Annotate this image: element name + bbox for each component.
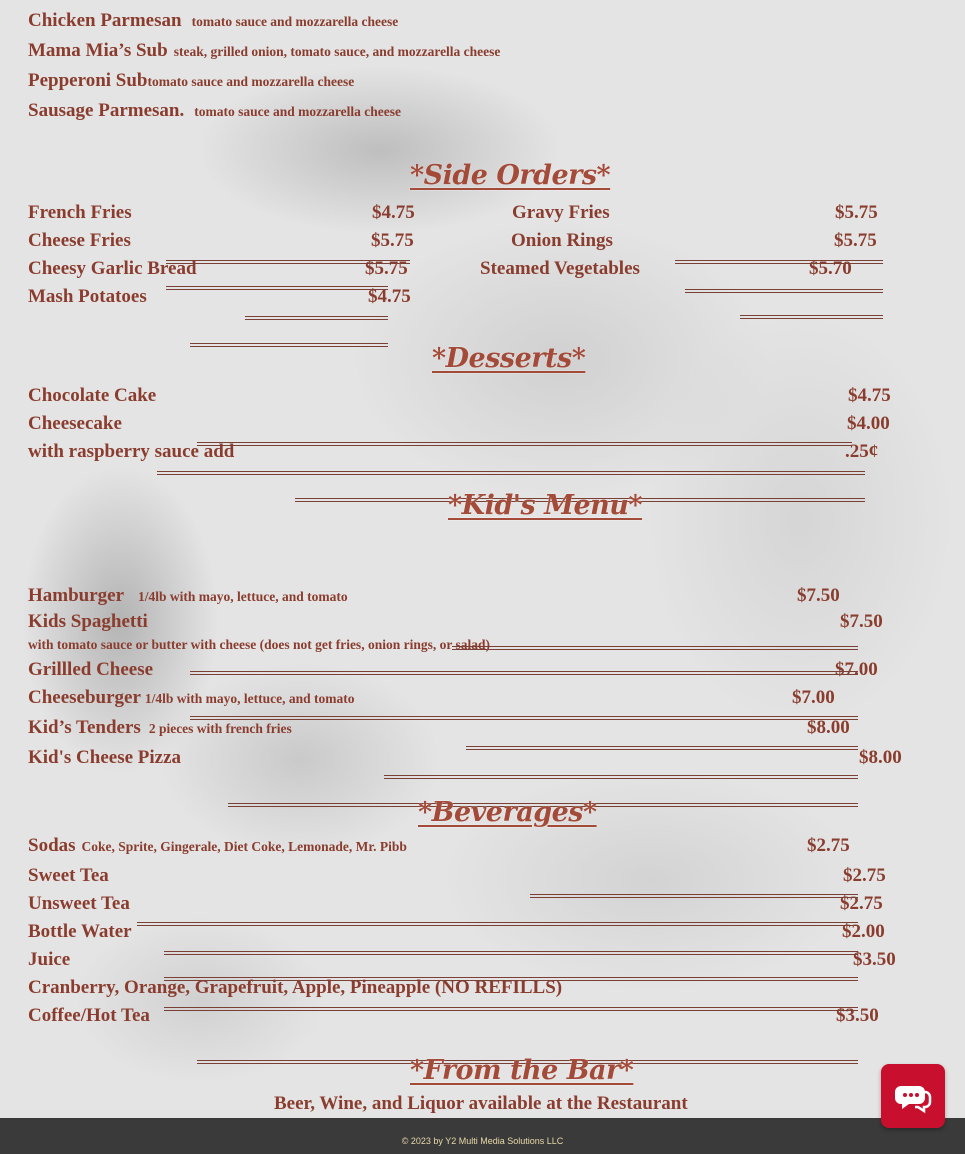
item-price: $5.70 [809,258,852,279]
item-name: Kid’s Tenders [28,717,141,738]
chat-button[interactable] [881,1064,945,1128]
menu-item [28,40,500,62]
item-price: $5.75 [365,258,408,279]
item-description: tomato sauce and mozzarella cheese [147,74,355,89]
divider [164,977,858,981]
section-heading-desserts: *Desserts* [432,343,586,374]
item-price: $7.00 [792,687,835,708]
item-price: .25¢ [845,441,879,462]
item-price: $2.75 [843,865,886,886]
divider [740,315,883,319]
item-description: 1/4lb with mayo, lettuce, and tomato [144,691,355,706]
item-description: tomato sauce and mozzarella cheese [194,104,401,119]
item-price: $4.75 [368,286,411,307]
item-name: Sweet Tea [28,865,109,886]
item-price: $2.00 [842,921,885,942]
item-description: 2 pieces with french fries [148,721,292,736]
divider [685,289,883,293]
item-name: Chicken Parmesan [28,10,182,31]
item-name: Kid's Cheese Pizza [28,747,182,768]
item-price: $5.75 [834,230,877,251]
item-name: Cranberry, Orange, Grapefruit, Apple, Pineapple (NO REFILLS) [28,977,563,998]
item-price: $7.50 [840,611,883,632]
divider [166,286,388,290]
menu-item [28,835,407,857]
item-description: tomato sauce and mozzarella cheese [191,14,399,29]
footer-copyright: © 2023 by Y2 Multi Media Solutions LLC [401,1136,564,1146]
item-price: $4.75 [848,385,891,406]
item-price: $3.50 [836,1005,879,1026]
chat-bubbles-icon [881,1064,945,1128]
divider [190,716,858,720]
divider [137,922,858,926]
item-price: $7.00 [835,659,878,680]
divider [190,671,858,675]
item-name: Juice [28,949,71,970]
item-description: with tomato sauce or butter with cheese (does not get fries, onion rings, or salad) [28,637,490,652]
item-name: Kids Spaghetti [28,611,148,632]
item-price: $2.75 [840,893,883,914]
item-name: Sausage Parmesan. [28,100,185,121]
item-price: $4.75 [372,202,415,223]
item-name: Hamburger [28,585,125,606]
divider [164,1007,858,1011]
item-name: French Fries [28,202,132,223]
divider [157,471,865,475]
item-description: 1/4lb with mayo, lettuce, and tomato [138,589,348,604]
item-name: Chocolate Cake [28,385,157,406]
menu-item [28,70,354,92]
item-name: Mama Mia’s Sub [28,40,168,61]
divider [675,260,883,264]
section-heading-from-the-bar: *From the Bar* [410,1055,634,1086]
section-heading-kids-menu: *Kid's Menu* [448,490,643,521]
item-price: $7.50 [797,585,840,606]
menu-item [28,585,348,607]
section-heading-beverages: *Beverages* [418,797,597,828]
item-description: steak, grilled onion, tomato sauce, and mozzarella cheese [173,44,501,59]
item-name: Grillled Cheese [28,659,154,680]
item-name: Cheesy Garlic Bread [28,258,197,279]
divider [530,894,858,898]
section-heading-side-orders: *Side Orders* [410,160,611,191]
divider [245,316,388,320]
item-price: $8.00 [859,747,902,768]
item-price: $5.75 [371,230,414,251]
item-price: $3.50 [853,949,896,970]
divider [164,951,858,955]
item-name: Unsweet Tea [28,893,130,914]
item-price: $2.75 [807,835,850,856]
menu-item [28,10,398,32]
item-description: Coke, Sprite, Gingerale, Diet Coke, Lemonade, Mr. Pibb [81,839,407,854]
item-price: $8.00 [807,717,850,738]
bar-availability-text: Beer, Wine, and Liquor available at the Restaurant [274,1093,688,1114]
menu-item [28,100,401,122]
divider [452,646,858,650]
item-price: $4.00 [847,413,890,434]
item-name: Cheesecake [28,413,122,434]
item-name: Pepperoni Sub [28,70,148,91]
item-name: Steamed Vegetables [480,258,640,279]
item-name: with raspberry sauce add [28,441,235,462]
menu-item [28,717,292,739]
item-name: Cheese Fries [28,230,131,251]
item-name: Gravy Fries [512,202,610,223]
item-name: Onion Rings [511,230,613,251]
item-name: Mash Potatoes [28,286,147,307]
item-price: $5.75 [835,202,878,223]
item-name: Cheeseburger [28,687,141,708]
item-name: Coffee/Hot Tea [28,1005,150,1026]
item-name: Bottle Water [28,921,132,942]
divider [384,775,858,779]
divider [190,343,388,347]
menu-item [28,687,355,709]
divider [166,260,410,264]
divider [466,746,858,750]
item-name: Sodas [28,835,76,856]
divider [197,442,852,446]
